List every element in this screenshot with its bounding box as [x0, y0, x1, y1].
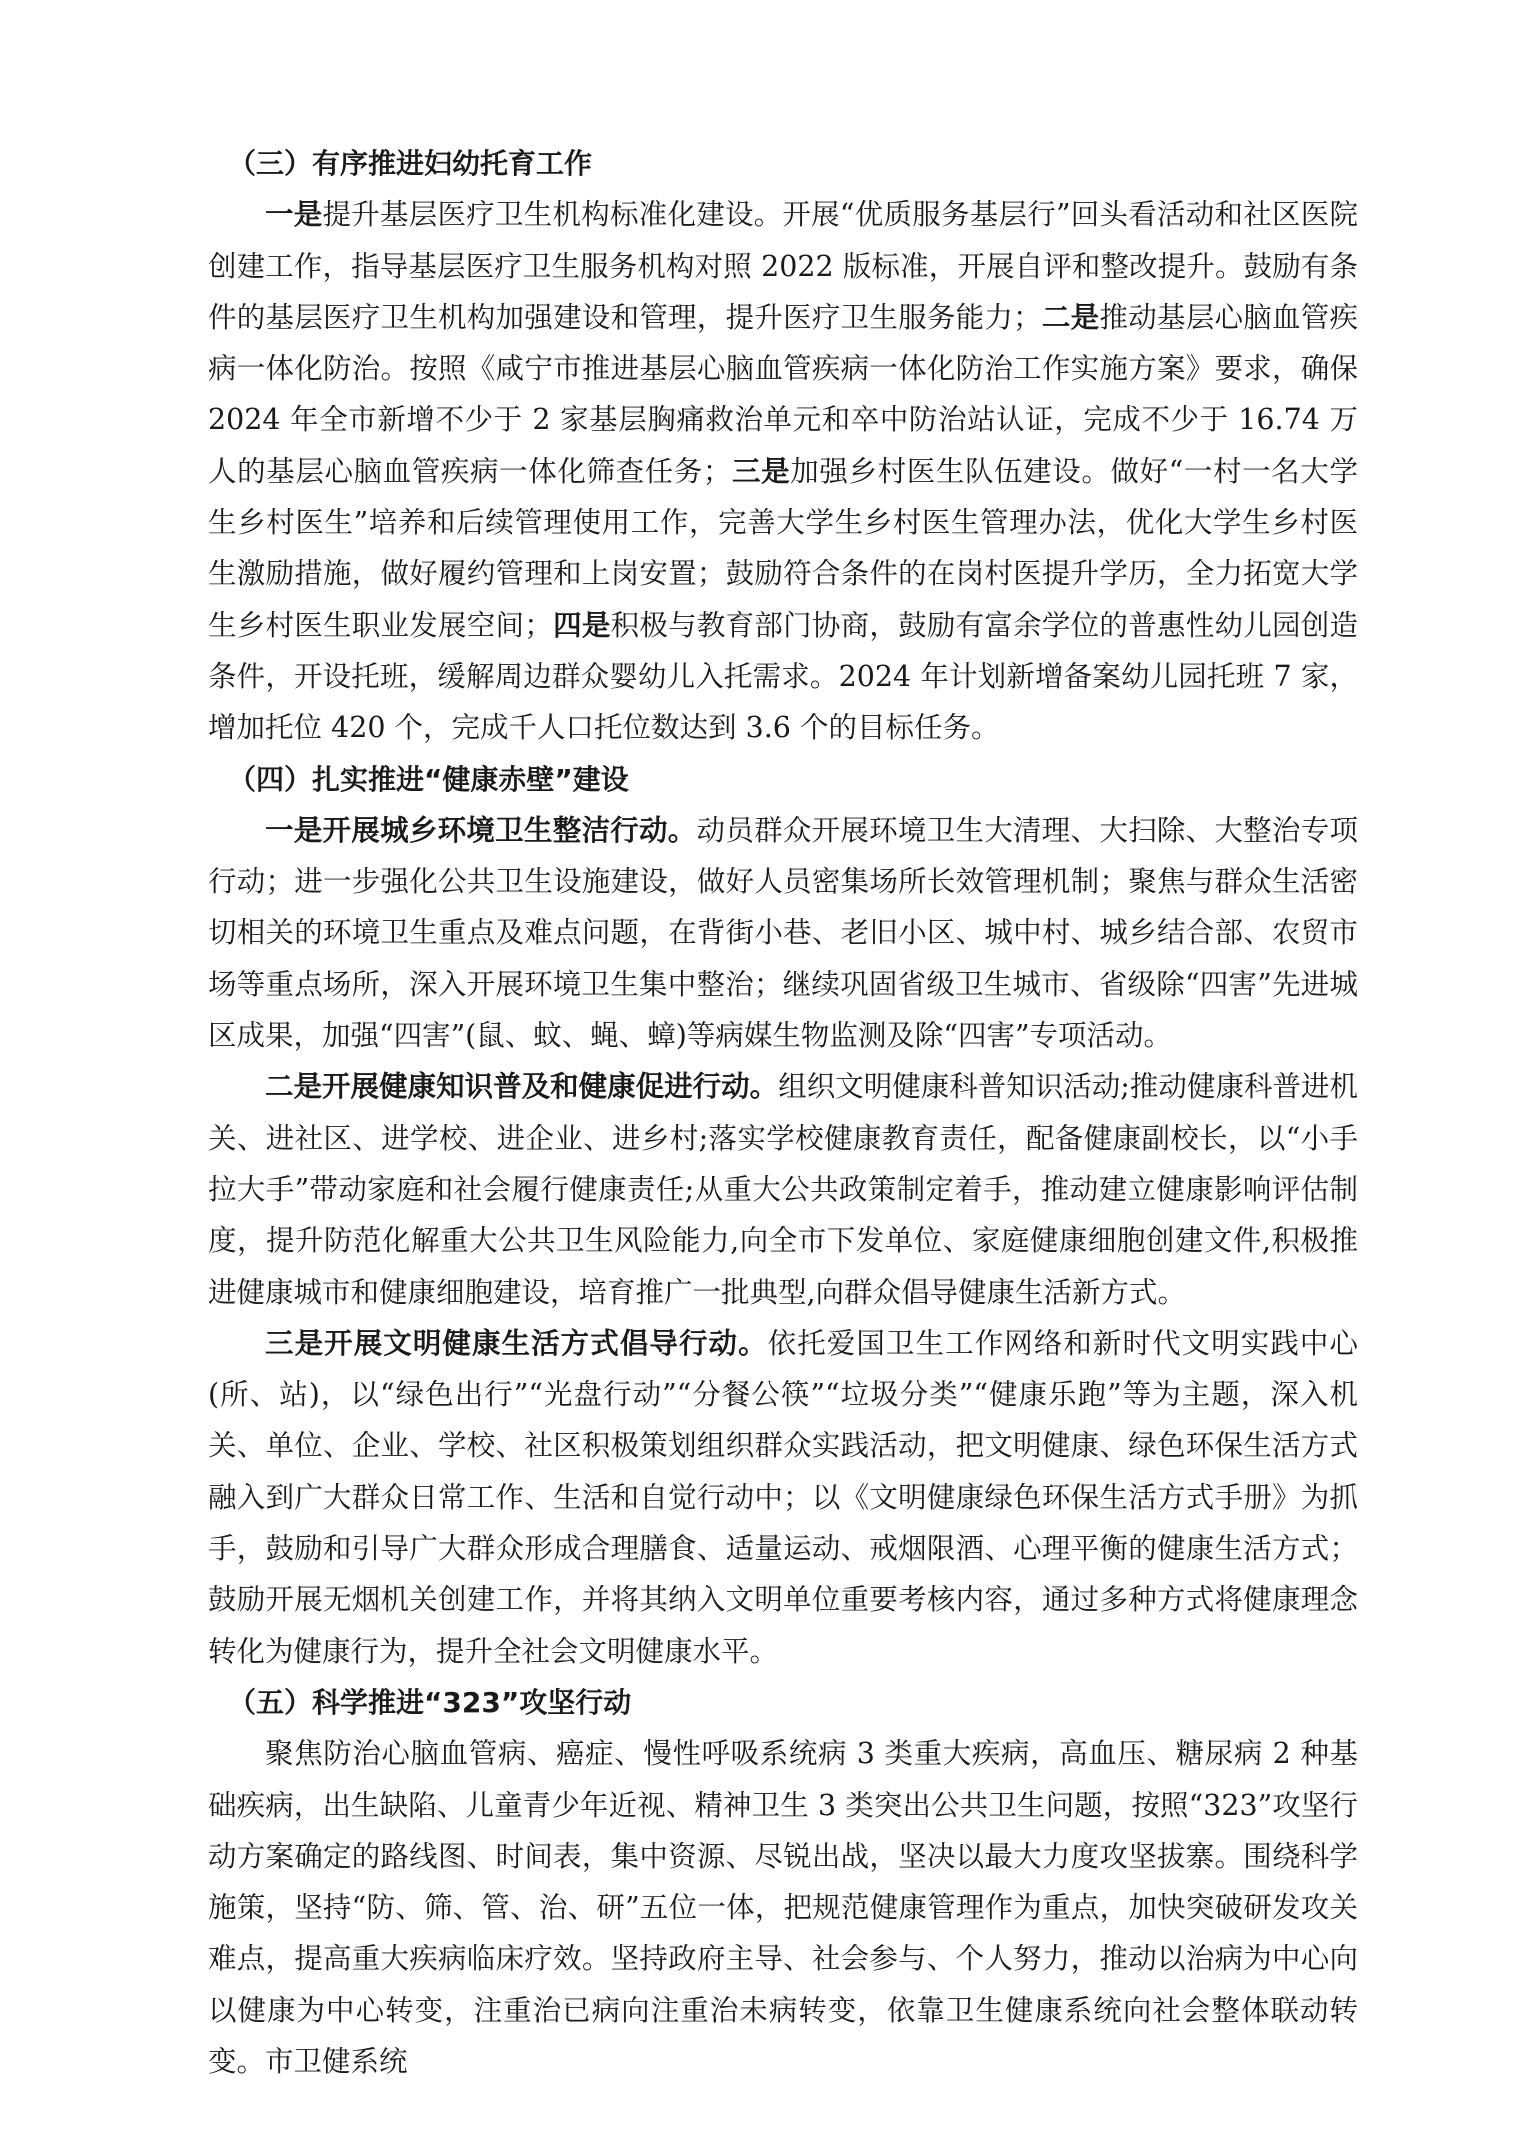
lead-phrase: 四是 — [552, 608, 611, 642]
paragraph-section-4-1 — [208, 805, 1358, 1061]
lead-phrase: 二是 — [1041, 300, 1100, 334]
lead-phrase: 三是开展文明健康生活方式倡导行动。 — [265, 1326, 768, 1360]
section-heading-4: （四）扎实推进“健康赤壁”建设 — [228, 762, 629, 796]
lead-phrase: 一是开展城乡环境卫生整洁行动。 — [265, 813, 697, 847]
lead-phrase: 三是 — [731, 454, 791, 488]
paragraph-section-3 — [208, 189, 1358, 753]
paragraph-text: 积极与教育部门协商，鼓励有富余学位的普惠性幼儿园创造条件，开设托班，缓解周边群众婴幼儿入托需求。2024 年计划新增备案幼儿园托班 7 家，增加托位 420 个，完成千人口托位数达到 3.6 个的目标任务。 — [208, 608, 1358, 745]
paragraph-text: 提升基层医疗卫生机构标准化建设。开展“优质服务基层行”回头看活动和社区医院创建工作，指导基层医疗卫生服务机构对照 2022 版标准，开展自评和整改提升。鼓励有条件的基层医疗卫生机构加强建设和管理，提升医疗卫生服务能力； — [208, 198, 1358, 334]
paragraph-text: 加强乡村医生队伍建设。做好“一村一名大学生乡村医生”培养和后续管理使用工作，完善大学生乡村医生管理办法，优化大学生乡村医生激励措施，做好履约管理和上岗安置；鼓励符合条件的在岗村医提升学历，全力拓宽大学生乡村医生职业发展空间； — [208, 454, 1358, 642]
paragraph-section-4-3 — [208, 1318, 1358, 1677]
paragraph-section-4-2 — [208, 1061, 1358, 1317]
section-heading-5: （五）科学推进“323”攻坚行动 — [228, 1685, 632, 1719]
document-page — [208, 138, 1358, 2087]
paragraph-section-5: 聚焦防治心脑血管病、癌症、慢性呼吸系统病 3 类重大疾病，高血压、糖尿病 2 种基础疾病，出生缺陷、儿童青少年近视、精神卫生 3 类突出公共卫生问题，按照“323”攻坚行动方案确定的路线图、时间表，集中资源、尽锐出战，坚决以最大力度攻坚拔寨。围绕科学施策，坚持“防、筛、管、治、研”五位一体，把规范健康管理作为重点，加快突破研发攻关难点，提高重大疾病临床疗效。坚持政府主导、社会参与、个人努力，推动以治病为中心向以健康为中心转变，注重治已病向注重治未病转变，依靠卫生健康系统向社会整体联动转变。市卫健系统 — [208, 1737, 1358, 2078]
paragraph-text: 推动基层心脑血管疾病一体化防治。按照《咸宁市推进基层心脑血管疾病一体化防治工作实施方案》要求，确保 2024 年全市新增不少于 2 家基层胸痛救治单元和卒中防治站认证，完成不少于 16.74 万人的基层心脑血管疾病一体化筛查任务； — [208, 300, 1358, 488]
lead-phrase: 一是 — [265, 198, 323, 232]
lead-phrase: 二是开展健康知识普及和健康促进行动。 — [265, 1070, 779, 1104]
paragraph-text: 组织文明健康科普知识活动;推动健康科普进机关、进社区、进学校、进企业、进乡村;落实学校健康教育责任，配备健康副校长，以“小手拉大手”带动家庭和社会履行健康责任;从重大公共政策制定着手，推动建立健康影响评估制度，提升防范化解重大公共卫生风险能力,向全市下发单位、家庭健康细胞创建文件,积极推进健康城市和健康细胞建设，培育推广一批典型,向群众倡导健康生活新方式。 — [208, 1070, 1358, 1309]
paragraph-text: 动员群众开展环境卫生大清理、大扫除、大整治专项行动；进一步强化公共卫生设施建设，做好人员密集场所长效管理机制；聚焦与群众生活密切相关的环境卫生重点及难点问题，在背街小巷、老旧小区、城中村、城乡结合部、农贸市场等重点场所，深入开展环境卫生集中整治；继续巩固省级卫生城市、省级除“四害”先进城区成果，加强“四害”(鼠、蚊、蝇、蟑)等病媒生物监测及除“四害”专项活动。 — [208, 813, 1358, 1053]
paragraph-text: 依托爱国卫生工作网络和新时代文明实践中心(所、站)，以“绿色出行”“光盘行动”“分餐公筷”“垃圾分类”“健康乐跑”等为主题，深入机关、单位、企业、学校、社区积极策划组织群众实践活动，把文明健康、绿色环保生活方式融入到广大群众日常工作、生活和自觉行动中；以《文明健康绿色环保生活方式手册》为抓手，鼓励和引导广大群众形成合理膳食、适量运动、戒烟限酒、心理平衡的健康生活方式；鼓励开展无烟机关创建工作，并将其纳入文明单位重要考核内容，通过多种方式将健康理念转化为健康行为，提升全社会文明健康水平。 — [208, 1326, 1358, 1668]
section-heading-3: （三）有序推进妇幼托育工作 — [228, 147, 593, 180]
